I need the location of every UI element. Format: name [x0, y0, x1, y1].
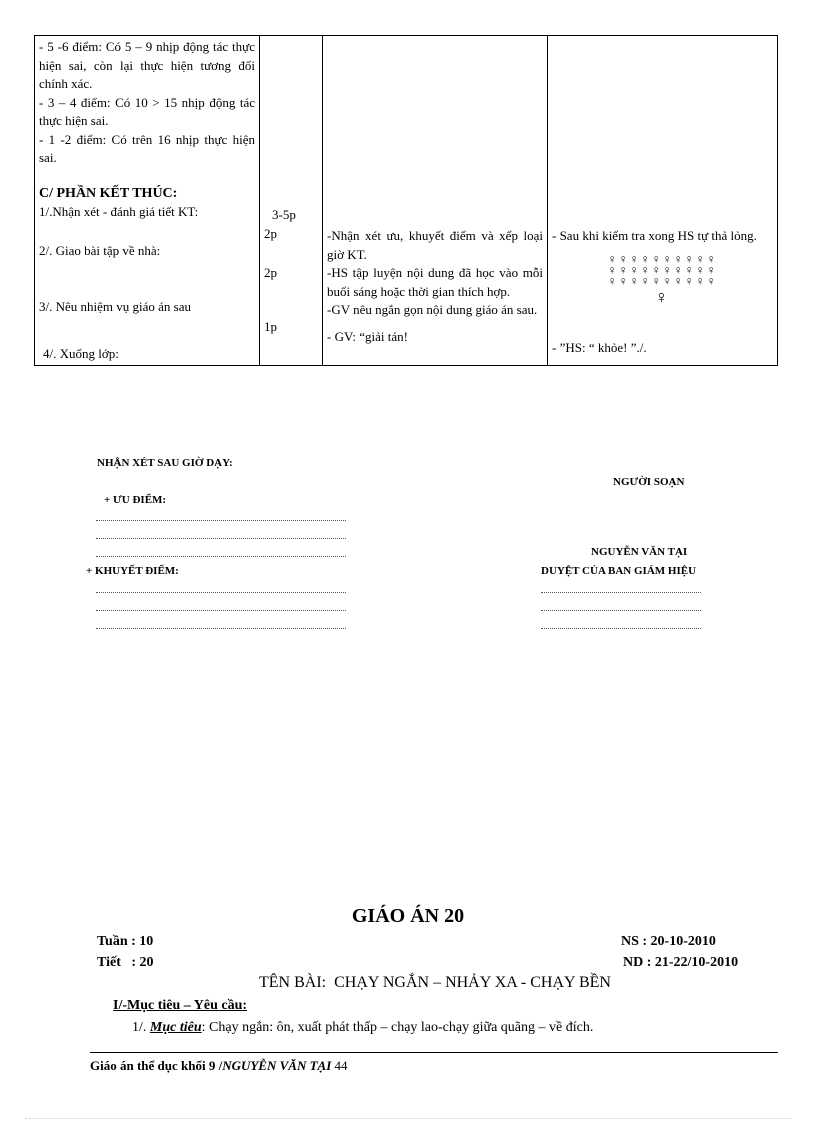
- time-total: 3-5p: [272, 207, 296, 222]
- footer-author: NGUYỄN VĂN TẠI: [222, 1058, 332, 1073]
- scoring-line: - 3 – 4 điểm: Có 10 > 15 nhịp động tác thực hiện sai.: [39, 94, 255, 128]
- dotted-line: [96, 628, 346, 629]
- page-number: 44: [331, 1058, 348, 1073]
- content-column: [35, 36, 260, 366]
- ns-date: NS : 20-10-2010: [621, 934, 716, 949]
- organization-item: - Sau khi kiểm tra xong HS tự thả lỏng.: [552, 228, 757, 243]
- lesson-title: GIÁO ÁN 20: [351, 905, 465, 927]
- organization-column: [548, 36, 778, 366]
- dotted-line: [96, 538, 346, 539]
- scoring-line: - 5 -6 điểm: Có 5 – 9 nhịp động tác thực hiện sai, còn lại thực hiện tương đối chính xác.: [39, 39, 255, 91]
- approval-label: DUYỆT CỦA BAN GIÁM HIỆU: [541, 565, 697, 577]
- closing-item: 2/. Giao bài tập về nhà:: [39, 242, 161, 258]
- method-item: -Nhận xét ưu, khuyết điểm và xếp loại giờ KT.: [327, 228, 543, 262]
- review-heading: NHẬN XÉT SAU GIỜ DẠY:: [97, 457, 233, 469]
- objective-prefix: 1/.: [132, 1020, 150, 1035]
- closing-item: 4/. Xuống lớp:: [43, 345, 119, 361]
- footer-prefix: Giáo án thể dục khối 9 /: [90, 1058, 223, 1073]
- pros-label: + ƯU ĐIỂM:: [104, 494, 167, 506]
- page-footer: [90, 1058, 348, 1074]
- table-row: [35, 36, 778, 366]
- objective-line: [132, 1020, 593, 1036]
- section-title: C/ PHẦN KẾT THÚC:: [39, 185, 178, 201]
- objective-label: Mục tiêu: [149, 1020, 202, 1035]
- cons-label: + KHUYẾT ĐIỂM:: [86, 565, 179, 577]
- dotted-line: [96, 520, 346, 521]
- author-label: NGƯỜI SOẠN: [613, 476, 685, 488]
- time-value: 1p: [264, 318, 277, 334]
- time-value: 2p: [264, 225, 277, 241]
- nd-date: ND : 21-22/10-2010: [623, 955, 739, 970]
- closing-item: 1/.Nhận xét - đánh giá tiết KT:: [39, 204, 199, 219]
- dotted-line: [541, 628, 701, 629]
- dotted-line: [96, 592, 346, 593]
- period-label: Tiết : 20: [97, 955, 154, 970]
- time-column: [260, 36, 323, 366]
- formation-row: ♀♀♀♀♀♀♀♀♀♀: [607, 251, 718, 266]
- dotted-line: [96, 610, 346, 611]
- page-edge: [25, 1118, 791, 1119]
- organization-item: - ”HS: “ khỏe! ”./.: [552, 339, 647, 355]
- author-name: NGUYỄN VĂN TẠI: [591, 546, 688, 558]
- teacher-symbol: ♀: [654, 286, 671, 307]
- week-label: Tuần : 10: [97, 934, 154, 949]
- footer-rule: [90, 1052, 778, 1053]
- dotted-line: [541, 592, 701, 593]
- lesson-name: TÊN BÀI: CHẠY NGẮN – NHẢY XA - CHẠY BỀN: [259, 974, 611, 991]
- dotted-line: [96, 556, 346, 557]
- formation-row: ♀♀♀♀♀♀♀♀♀♀: [607, 273, 718, 288]
- objective-text: : Chạy ngắn: ôn, xuất phát thấp – chạy lao-chạy giữa quãng – về đích.: [201, 1020, 594, 1035]
- student-formation: [552, 251, 773, 307]
- closing-item: 3/. Nêu nhiệm vụ giáo án sau: [39, 299, 191, 314]
- lesson-plan-table: [34, 35, 778, 366]
- method-column: [323, 36, 548, 366]
- dotted-line: [541, 610, 701, 611]
- method-item: -GV nêu ngắn gọn nội dung giáo án sau.: [327, 302, 538, 317]
- section-heading: I/-Mục tiêu – Yêu cầu:: [113, 998, 248, 1013]
- method-item: - GV: “giải tán!: [327, 328, 408, 344]
- scoring-line: - 1 -2 điểm: Có trên 16 nhịp thực hiện sai.: [39, 131, 255, 165]
- formation-row: ♀♀♀♀♀♀♀♀♀♀: [607, 262, 718, 277]
- time-value: 2p: [264, 265, 277, 280]
- method-item: -HS tập luyện nội dung đã học vào mỗi buổi sáng hoặc thời gian thích hợp.: [327, 265, 543, 299]
